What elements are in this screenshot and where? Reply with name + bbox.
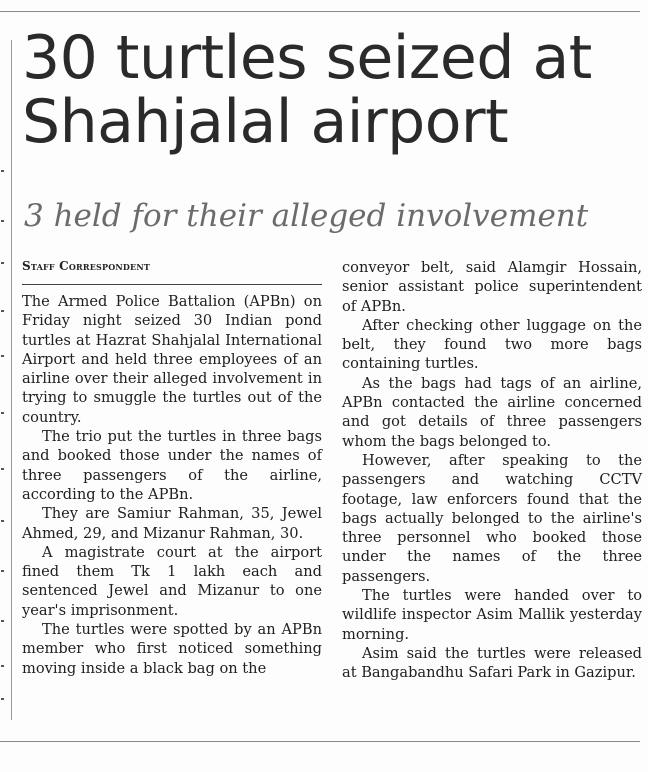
article-column-2 — [342, 258, 642, 683]
paragraph: The trio put the turtles in three bags and booked those under the names of three passengers of the airline, according to the APBn. — [22, 428, 322, 503]
top-rule — [0, 11, 640, 12]
paragraph: A magistrate court at the airport fined them Tk 1 lakh each and sentenced Jewel and Mizanur to one year's imprisonment. — [22, 543, 322, 619]
headline-line-1: 30 turtles seized at — [22, 23, 592, 93]
left-column-rule — [11, 40, 12, 720]
byline-rule — [22, 284, 322, 285]
bottom-rule — [0, 741, 640, 742]
paragraph: The turtles were handed over to wildlife inspector Asim Mallik yesterday morning. — [342, 587, 642, 643]
paragraph: However, after speaking to the passengers and watching CCTV footage, law enforcers found that the bags actually belonged to the airline's three personnel who booked those under the names of the three passengers. — [342, 451, 642, 585]
article-column-1 — [22, 292, 322, 678]
headline — [22, 23, 642, 157]
subheadline: 3 held for their alleged involvement — [24, 198, 589, 234]
headline-line-2: Shahjalal airport — [22, 87, 509, 157]
paragraph: Asim said the turtles were released at Bangabandhu Safari Park in Gazipur. — [342, 644, 642, 682]
paragraph: conveyor belt, said Alamgir Hossain, senior assistant police superintendent of APBn. — [342, 259, 642, 315]
byline: Staff Correspondent — [22, 259, 151, 273]
paragraph: The Armed Police Battalion (APBn) on Friday night seized 30 Indian pond turtles at Hazrat Shahjalal International Airport and held three employees of an airline over their alleged involvement in trying to smuggle the turtles out of the country. — [22, 293, 322, 426]
paragraph: As the bags had tags of an airline, APBn contacted the airline concerned and got details of three passengers whom the bags belonged to. — [342, 374, 642, 450]
paragraph: After checking other luggage on the belt, they found two more bags containing turtles. — [342, 316, 642, 373]
paragraph: The turtles were spotted by an APBn member who first noticed something moving inside a black bag on the — [22, 621, 322, 677]
adjacent-column-edge — [1, 150, 5, 710]
paragraph: They are Samiur Rahman, 35, Jewel Ahmed, 29, and Mizanur Rahman, 30. — [22, 505, 322, 542]
